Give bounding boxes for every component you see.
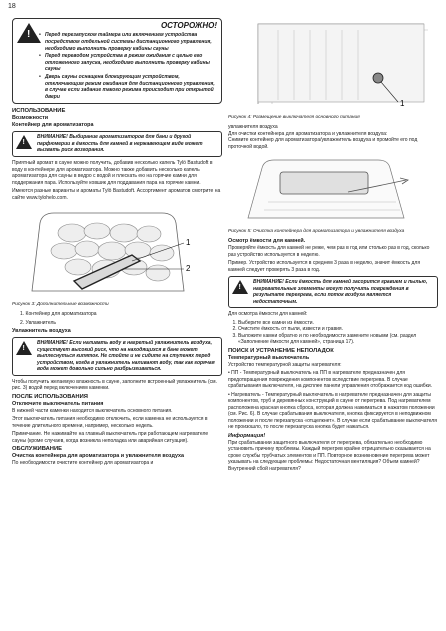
figure-4 [228, 16, 438, 113]
heading-options: Возможности [12, 115, 49, 122]
step-item: 2. Очистите ёмкость от пыли, извести и гравия. [238, 326, 438, 333]
step-item: 3. Выложите камни обратно и по необходимости замените новыми (см. раздел «Заполнение ёмкости для камней», страница 17). [238, 333, 438, 346]
page-number: 18 [8, 3, 16, 10]
caution-item: • Дверь сауны оснащена блокирующим устройством, отключающим режим ожидания для дистанционного управления, в случае если задание такого режима происходит при открытой двери [45, 74, 217, 101]
cleaning-illustration [228, 152, 438, 222]
paragraph: По необходимости очистите контейнер для ароматизатора и [12, 460, 154, 467]
heading-info: Информация! [228, 432, 266, 439]
inspection-steps [228, 320, 438, 346]
paragraph: Чтобы получить желаемую влажность в сауне, заполните встроенный увлажнитель (см. рис. 3) водой перед включением каменки. [12, 378, 217, 392]
heading-after-use: ПОСЛЕ ИСПОЛЬЗОВАНИЯ [12, 393, 88, 400]
figure-4-caption: Рисунок 4: Размещение выключателя основного питания [228, 115, 360, 120]
figure-3-caption: Рисунок 3: Дополнительные возможности [12, 302, 109, 308]
callout-1: 1 [400, 99, 405, 108]
left-column [12, 14, 222, 469]
paragraph: Имеются разные варианты и ароматы Tylö Bastudoft. Ассортимент ароматов смотрите на сайте www.tylohelo.com. [12, 188, 221, 201]
figure-3-item: 2. Увлажнитель [20, 319, 56, 326]
warning-text: ВНИМАНИЕ! Если наливать воду в нагретый увлажнитель воздуха, существует высокий риск, что на находящихся в бане может выплеснуться кипяток. Не стойте и не сидите на ступенях перед устройством, когда в увлажнитель наливают воду, так как горячая вода может довольно сильно разбрызгиваться. [37, 340, 215, 373]
step-item: 1. Выберите все камни из ёмкости. [238, 320, 438, 327]
figure-3-item: 1. Контейнер для ароматизатора [20, 311, 97, 318]
warning-text: ВНИМАНИЕ! Если ёмкость для камней засорится гравием и пылью, нагревательные элементы могут получить повреждения в результате перегрева, если поток воздуха является недостаточным. [253, 279, 428, 305]
main-switch-illustration [228, 16, 438, 108]
heading-troubleshooting: ПОИСК И УСТРАНЕНИЕ НЕПОЛАДОК [228, 347, 334, 354]
warning-text: ВНИМАНИЕ! Выбирание ароматизаторов для бани и другой парфюмерии в ёмкость для камней в нержавеющем виде может вызвать риск возгорания. [37, 134, 203, 154]
heading-humidifier: Увлажнитель воздуха [12, 328, 71, 335]
paragraph: При срабатывании защитного выключателя от перегрева, обязательно необходимо установить причину проблемы. Каждый перегрев крайне отрицательно сказывается на сроке службы трубчатых элементов и ПП. Повторное возникновение перегрева может указывать на следующие проблемы: Недостаточная вентиляция? Объем камней? Внутренний сбой нагревателя? [228, 439, 431, 472]
heading-cleaning: Очистка контейнера для ароматизатора и увлажнителя воздуха [12, 453, 185, 460]
paragraph: Этот выключатель питания необходимо отключить, если каменка не используется в течение длительного времени, например, несколько недель. [12, 416, 208, 429]
callout-2: 2 [186, 264, 191, 274]
figure-5-caption: Рисунок 5: Очистка контейнера для ароматизатора и увлажнителя воздуха [228, 229, 405, 234]
paragraph: Для осмотра ёмкости для камней: [228, 311, 308, 317]
paragraph: Устройство температурной защиты нагревателя: [228, 361, 342, 368]
paragraph: • ПП - Температурный выключатель на ПП в нагревателе предназначен для предотвращения повреждения компонентов вследствие перегрева. В случае срабатывания выключателя, на дисплее панели управления отображается код ошибки. [228, 370, 433, 389]
paragraph: В нижней части каменки находится выключатель основного питания. [12, 407, 173, 414]
heater-options-illustration [12, 203, 212, 295]
caution-box [12, 18, 222, 104]
heading-power-off: Отключите выключатель питания [12, 400, 104, 407]
paragraph: Примечание. Не нажимайте на главный выключатель при работающем нагревателе сауны (кроме случаев, когда возникла неполадка или аварийная ситуация). [12, 431, 209, 444]
warning-fragrance [12, 131, 222, 157]
heading-maintenance: ОБСЛУЖИВАНИЕ [12, 446, 63, 453]
heading-container: Контейнер для ароматизатора [12, 122, 94, 129]
warning-stones [228, 276, 438, 308]
paragraph: Проверяйте ёмкость для камней не реже, чем раз в год или столько раз в год, сколько раз устройство используется в неделю. [228, 245, 430, 258]
caution-title: ОСТОРОЖНО! [160, 21, 217, 30]
right-column [228, 14, 438, 474]
warning-triangle-icon [232, 280, 248, 294]
caution-list [17, 32, 217, 101]
caution-item: • Перед перезапуском таймера или включением устройства посредством отдельной системы дистанционного управления, необходимо выполнить проверку кабины сауны [45, 32, 217, 52]
heading-usage: ИСПОЛЬЗОВАНИЕ [12, 108, 66, 115]
heading-thermo-switch: Температурный выключатель [228, 354, 310, 361]
paragraph: увлажнителя воздуха Для очистки контейнера для ароматизатора и увлажнителя воздуха: Снимите контейнер для ароматизатора/увлажнитель воздуха и промойте его под проточной водой. [228, 124, 418, 150]
figure-5 [228, 152, 438, 227]
caution-item: • Перед переводом устройства в режим ожидания с целью его отложенного запуска, необходимо выполнить проверку кабины сауны [45, 53, 217, 73]
callout-1: 1 [186, 238, 191, 248]
warning-triangle-icon [17, 23, 41, 43]
warning-triangle-icon [16, 135, 32, 149]
paragraph: Приятный аромат в сауне можно получить, добавив несколько капель Tylö Bastudoft в воду в контейнере для ароматизатора. Можно также добавить несколько капель ароматизатора для сауны в ведро с водой и плескать ею на горячие камни для поддержания пара. Используйте ковшик для поддавания пара на горячие камни. [12, 160, 213, 186]
paragraph: • Нагреватель - Температурный выключатель в нагревателе предназначен для защиты компонентов, труб и деревянных конструкций в сауне от перегрева. Под нагревателем расположена красная кнопка сброса, которая должна нажиматься в нажатом положении (см. Рис. 6). В случае срабатывания выключателя, кнопка фиксируется в неподвижном положении и после перезапуска «отщелкнет». В случае если срабатывание выключателя не произошло, то после перезапуска кнопка будет нажаться. [228, 391, 437, 430]
figure-3 [12, 203, 222, 300]
heading-stones: Осмотр ёмкости для камней. [228, 238, 306, 244]
warning-triangle-icon [16, 341, 32, 355]
warning-humidifier [12, 337, 222, 376]
paragraph: Пример. Устройство используется в среднем 3 раза в неделю, значит ёмкость для камней следует проверять 3 раза в год. [228, 260, 421, 273]
